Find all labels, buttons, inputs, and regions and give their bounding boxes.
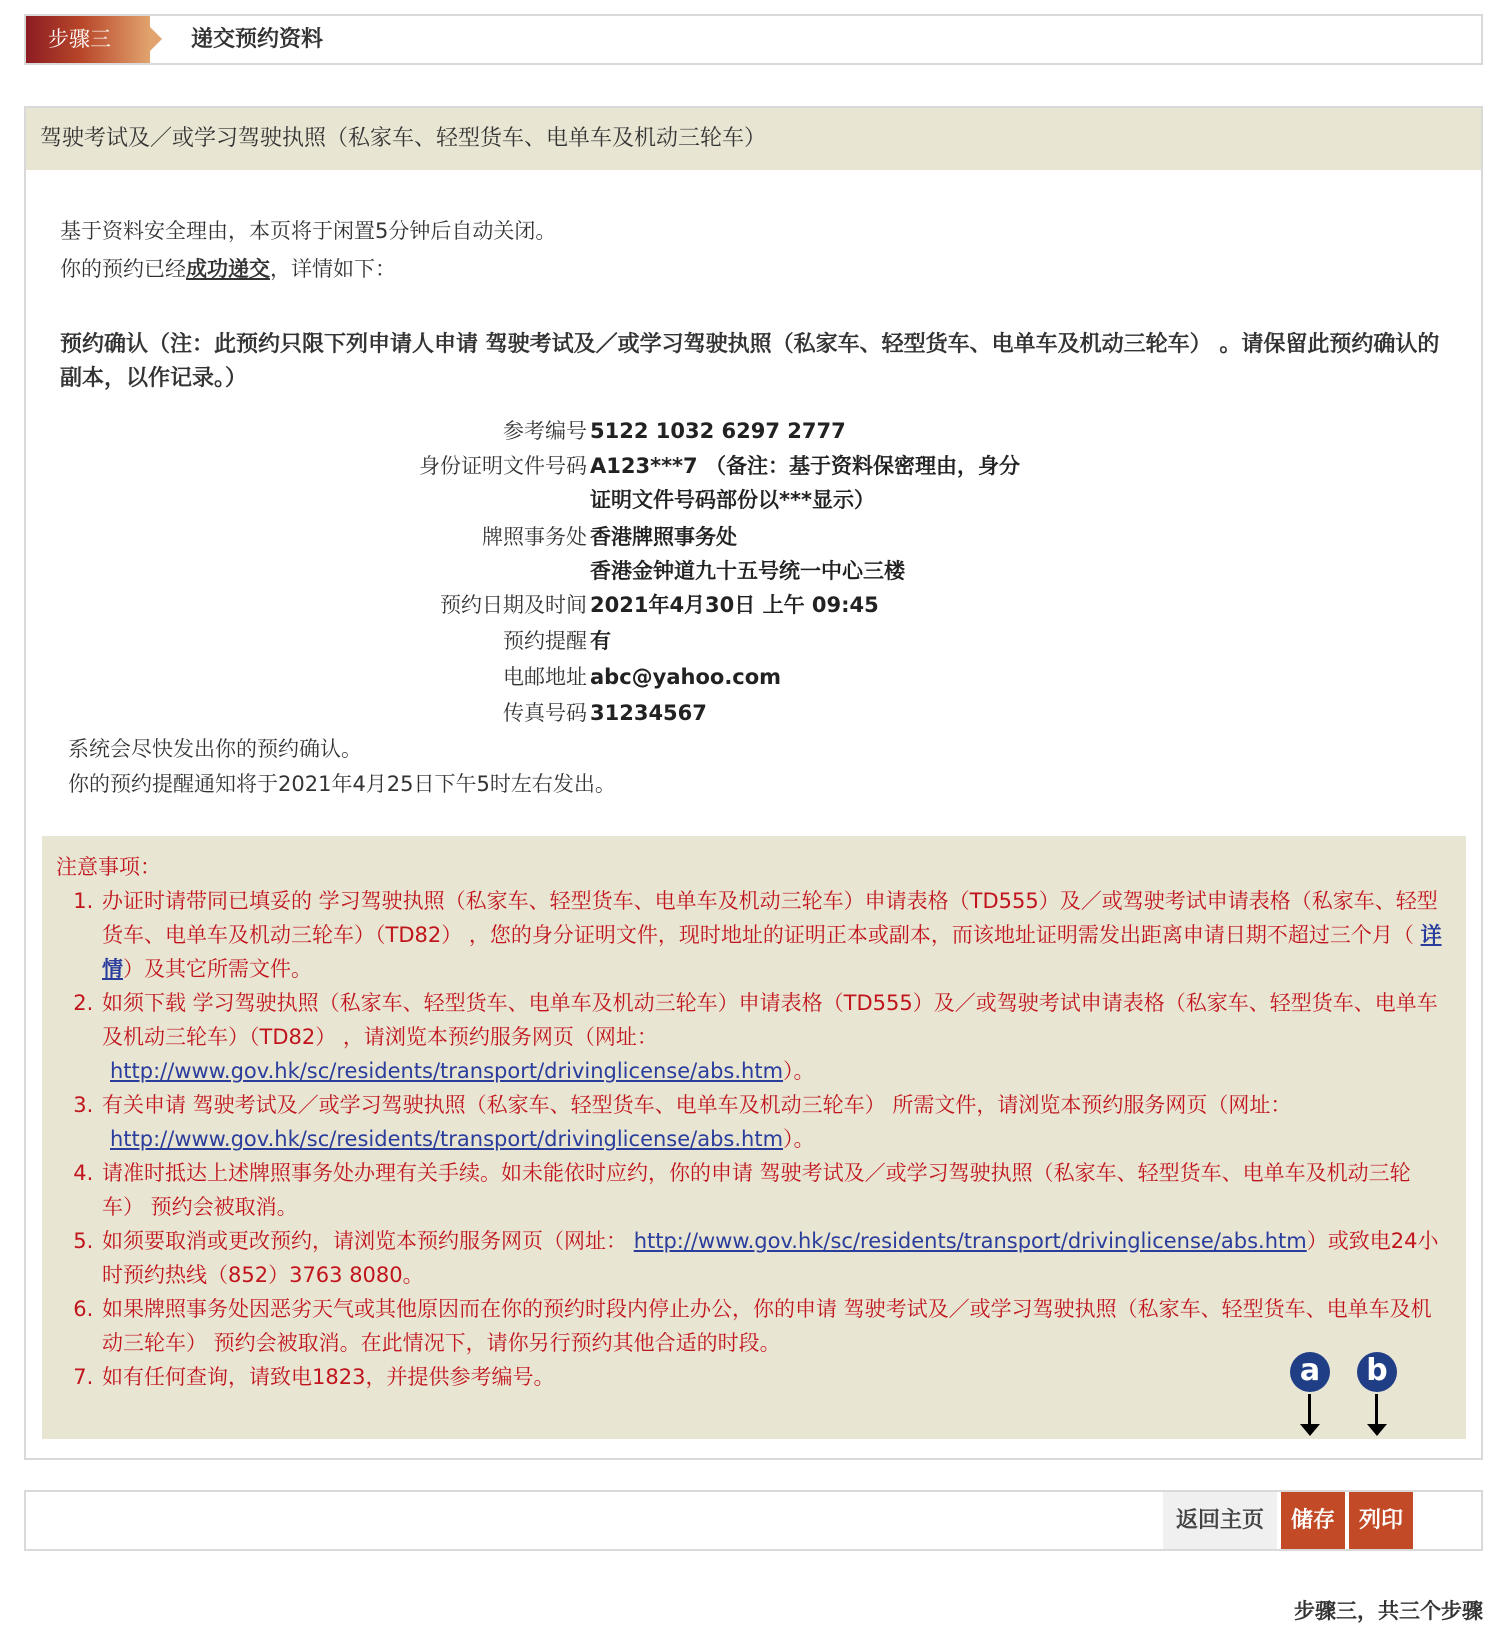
field-label: 传真号码 [503,701,587,725]
reminder-notice: 你的预约提醒通知将于2021年4月25日下午5时左右发出。 [68,772,616,796]
arrow-down-icon [1300,1424,1320,1436]
field-label: 牌照事务处 [482,525,587,549]
field-value-line: 香港牌照事务处 [590,525,737,549]
timeout-notice: 基于资料安全理由，本页将于闲置5分钟后自动关闭。 [60,219,557,243]
status-prefix: 你的预约已经 [60,257,186,281]
field-value-line: 香港金钟道九十五号统一中心三楼 [590,559,905,583]
intro-text [60,212,556,288]
notes-list [72,884,1452,1394]
annotation-marker-b: b [1357,1352,1397,1392]
field-label: 预约日期及时间 [440,593,587,617]
confirmation-notice: 系统会尽快发出你的预约确认。 [68,737,362,761]
save-button[interactable]: 储存 [1281,1492,1345,1549]
field-value: abc@yahoo.com [590,665,782,689]
step-title: 递交预约资料 [191,27,324,52]
note-item [100,1224,1452,1292]
annotation-arrow-a [1308,1394,1311,1426]
field-label: 预约提醒 [503,629,587,653]
field-value [590,449,1020,517]
note-text: ）。 [783,1059,815,1083]
notes-title: 注意事项： [56,855,161,879]
note-text: 办证时请带同已填妥的 学习驾驶执照（私家车、轻型货车、电单车及机动三轮车）申请表格（TD555）及／或驾驶考试申请表格（私家车、轻型货车、电单车及机动三轮车）（TD82） ，您的身分证明文件，现时地址的证明正本或副本，而该地址证明需发出距离申请日期不超过三个月（ [102,889,1438,947]
status-emphasis: 成功递交 [186,257,270,281]
step-tag: 步骤三 [26,16,150,63]
note-text: 如须要取消或更改预约，请浏览本预约服务网页（网址： [102,1229,634,1253]
field-value: 2021年4月30日 上午 09:45 [590,593,879,617]
field-value-line: A123***7 （备注：基于资料保密理由，身分 [590,454,1020,478]
confirmation-title: 预约确认（注：此预约只限下列申请人申请 驾驶考试及／或学习驾驶执照（私家车、轻型货车、电单车及机动三轮车） 。请保留此预约确认的副本，以作记录。） [60,332,1440,391]
annotation-marker-a: a [1290,1352,1330,1392]
notes-box [42,836,1466,1439]
note-text: 如须下载 学习驾驶执照（私家车、轻型货车、电单车及机动三轮车）申请表格（TD555）及／或驾驶考试申请表格（私家车、轻型货车、电单车及机动三轮车）（TD82） ，请浏览本预约服务网页（网址： [102,991,1438,1049]
action-bar [24,1490,1483,1551]
abs-url-link[interactable]: http://www.gov.hk/sc/residents/transport/drivinglicense/abs.htm [633,1229,1307,1253]
abs-url-link[interactable]: http://www.gov.hk/sc/residents/transport/drivinglicense/abs.htm [110,1127,784,1151]
field-value [590,520,905,588]
details-link[interactable]: 详情 [102,923,1442,981]
field-value: 有 [590,629,611,653]
field-label: 电邮地址 [503,665,587,689]
field-value: 31234567 [590,701,707,725]
annotation-arrow-b [1375,1394,1378,1426]
panel-heading: 驾驶考试及／或学习驾驶执照（私家车、轻型货车、电单车及机动三轮车） [26,108,1481,170]
step-arrow-icon [150,27,162,51]
note-item [100,1088,1452,1156]
print-button[interactable]: 列印 [1349,1492,1413,1549]
field-label: 身份证明文件号码 [419,454,587,478]
note-text: ）或致电24小时预约热线（852）3763 8080。 [102,1229,1439,1287]
step-header [24,14,1483,65]
confirmation-panel [24,106,1483,1460]
field-value: 5122 1032 6297 2777 [590,419,846,443]
note-item: 7. 如有任何查询，请致电1823，并提供参考编号。 [100,1360,1452,1394]
field-label: 参考编号 [503,419,587,443]
note-text: 有关申请 驾驶考试及／或学习驾驶执照（私家车、轻型货车、电单车及机动三轮车） 所需文件，请浏览本预约服务网页（网址： [102,1093,1292,1117]
note-text: ）。 [783,1127,815,1151]
note-text: ）及其它所需文件。 [123,957,312,981]
abs-url-link[interactable]: http://www.gov.hk/sc/residents/transport/drivinglicense/abs.htm [110,1059,784,1083]
step-progress: 步骤三，共三个步骤 [1294,1599,1483,1623]
field-value-line: 证明文件号码部份以***显示） [590,488,875,512]
note-item: 6. 如果牌照事务处因恶劣天气或其他原因而在你的预约时段内停止办公，你的申请 驾驶考试及／或学习驾驶执照（私家车、轻型货车、电单车及机动三轮车） 预约会被取消。在此情况下，请你另行预约其他合适的时段。 [100,1292,1452,1360]
note-item [100,884,1452,986]
submit-status [60,250,556,288]
note-item: 4. 请准时抵达上述牌照事务处办理有关手续。如未能依时应约，你的申请 驾驶考试及／或学习驾驶执照（私家车、轻型货车、电单车及机动三轮车） 预约会被取消。 [100,1156,1452,1224]
home-button[interactable]: 返回主页 [1163,1492,1277,1549]
arrow-down-icon [1367,1424,1387,1436]
note-item [100,986,1452,1088]
status-suffix: ，详情如下： [270,257,396,281]
